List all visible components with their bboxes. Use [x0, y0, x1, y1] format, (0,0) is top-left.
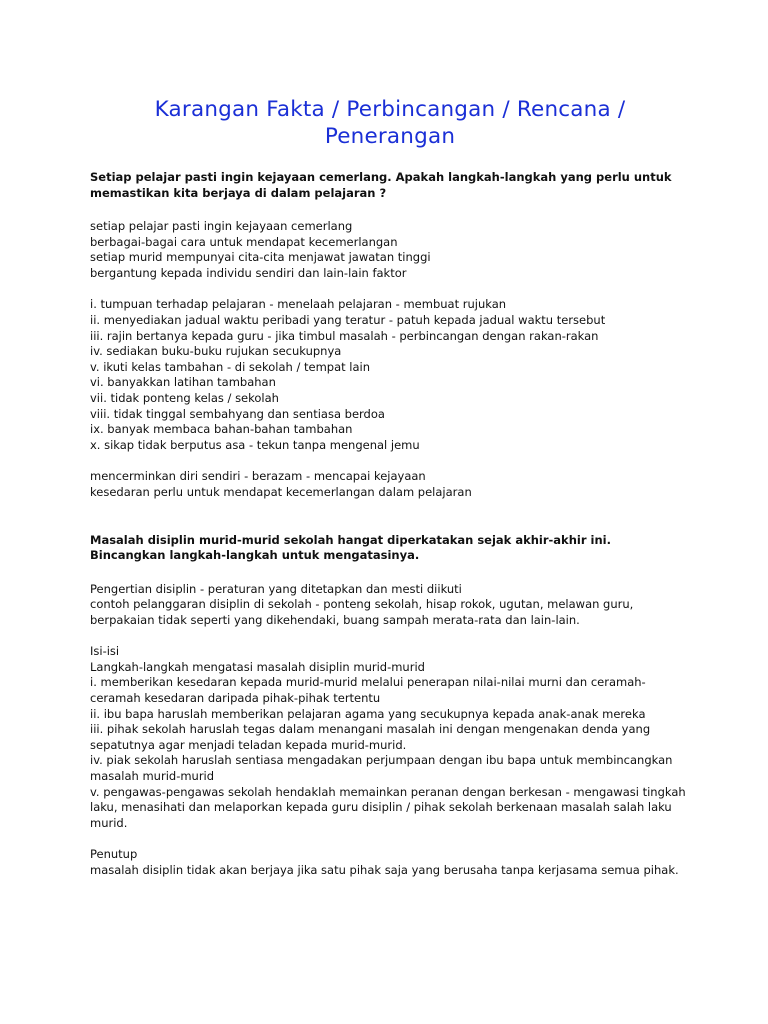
essay1-point: ii. menyediakan jadual waktu peribadi yang teratur - patuh kepada jadual waktu tersebut: [90, 312, 606, 327]
essay1-question: Setiap pelajar pasti ingin kejayaan cemerlang. Apakah langkah-langkah yang perlu untuk memastikan kita berjaya di dalam pelajaran ?: [90, 170, 672, 200]
essay2-point: iii. pihak sekolah haruslah tegas dalam menangani masalah ini dengan mengenakan denda yang sepatutnya agar menjadi teladan kepada murid-murid.: [90, 722, 651, 752]
essay2-closing-text: masalah disiplin tidak akan berjaya jika satu pihak saja yang berusaha tanpa kerjasama semua pihak.: [90, 863, 679, 877]
essay1-point: iv. sediakan buku-buku rujukan secukupnya: [90, 344, 342, 359]
essay1-conclusion-line: mencerminkan diri sendiri - berazam - mencapai kejayaan: [90, 469, 426, 484]
essay2-intro-line: Pengertian disiplin - peraturan yang ditetapkan dan mesti diikuti: [90, 581, 462, 596]
essay1-conclusion-line: kesedaran perlu untuk mendapat kecemerlangan dalam pelajaran: [90, 484, 472, 499]
essay1-point: v. ikuti kelas tambahan - di sekolah / tempat lain: [90, 359, 371, 374]
essay2-point: i. memberikan kesedaran kepada murid-murid melalui penerapan nilai-nilai murni dan ceramah-ceramah kesedaran daripada pihak-pihak tertentu: [90, 675, 646, 706]
essay2-closing-heading: Penutup: [90, 847, 138, 862]
essay2-body-subheading: Langkah-langkah mengatasi masalah disiplin murid-murid: [90, 659, 425, 674]
essay1-point: i. tumpuan terhadap pelajaran - menelaah pelajaran - membuat rujukan: [90, 297, 507, 312]
essay2-body-heading: Isi-isi: [90, 644, 120, 659]
essay2-intro: [90, 582, 690, 629]
essay1-point: iii. rajin bertanya kepada guru - jika timbul masalah - perbincangan dengan rakan-rakan: [90, 328, 599, 343]
essay1-intro-line: bergantung kepada individu sendiri dan lain-lain faktor: [90, 265, 407, 280]
essay1-point: ix. banyak membaca bahan-bahan tambahan: [90, 422, 353, 437]
essay2-closing: [90, 847, 690, 878]
essay1-point: vi. banyakkan latihan tambahan: [90, 375, 276, 390]
essay2-body: [90, 644, 690, 831]
essay1-point: vii. tidak ponteng kelas / sekolah: [90, 390, 279, 405]
essay2-question: Masalah disiplin murid-murid sekolah hangat diperkatakan sejak akhir-akhir ini. Bincangkan langkah-langkah untuk mengatasinya.: [90, 532, 611, 562]
essay1-intro: [90, 219, 690, 281]
essay2-intro-line: contoh pelanggaran disiplin di sekolah - ponteng sekolah, hisap rokok, ugutan, melawan guru, berpakaian tidak seperti yang dikehendaki, buang sampah merata-rata dan lain-lain.: [90, 597, 634, 627]
essay1-conclusion: [90, 469, 690, 500]
document-page: [90, 96, 690, 879]
essay2-point: v. pengawas-pengawas sekolah hendaklah memainkan peranan dengan berkesan - mengawasi tingkah laku, menasihati dan melaporkan kepada guru disiplin / pihak sekolah berkenaan masalah salah laku murid.: [90, 784, 686, 830]
essay2-point: ii. ibu bapa haruslah memberikan pelajaran agama yang secukupnya kepada anak-anak mereka: [90, 706, 646, 721]
essay1-intro-line: setiap murid mempunyai cita-cita menjawat jawatan tinggi: [90, 250, 431, 265]
essay2-point: iv. piak sekolah haruslah sentiasa mengadakan perjumpaan dengan ibu bapa untuk membincangkan masalah murid-murid: [90, 753, 673, 784]
essay1-intro-line: berbagai-bagai cara untuk mendapat kecemerlangan: [90, 234, 398, 249]
essay1-points: [90, 297, 690, 453]
essay1-intro-line: setiap pelajar pasti ingin kejayaan cemerlang: [90, 219, 353, 233]
essay1-point: x. sikap tidak berputus asa - tekun tanpa mengenal jemu: [90, 437, 420, 452]
document-title: Karangan Fakta / Perbincangan / Rencana / Penerangan: [154, 97, 626, 149]
essay1-point: viii. tidak tinggal sembahyang dan sentiasa berdoa: [90, 406, 385, 421]
